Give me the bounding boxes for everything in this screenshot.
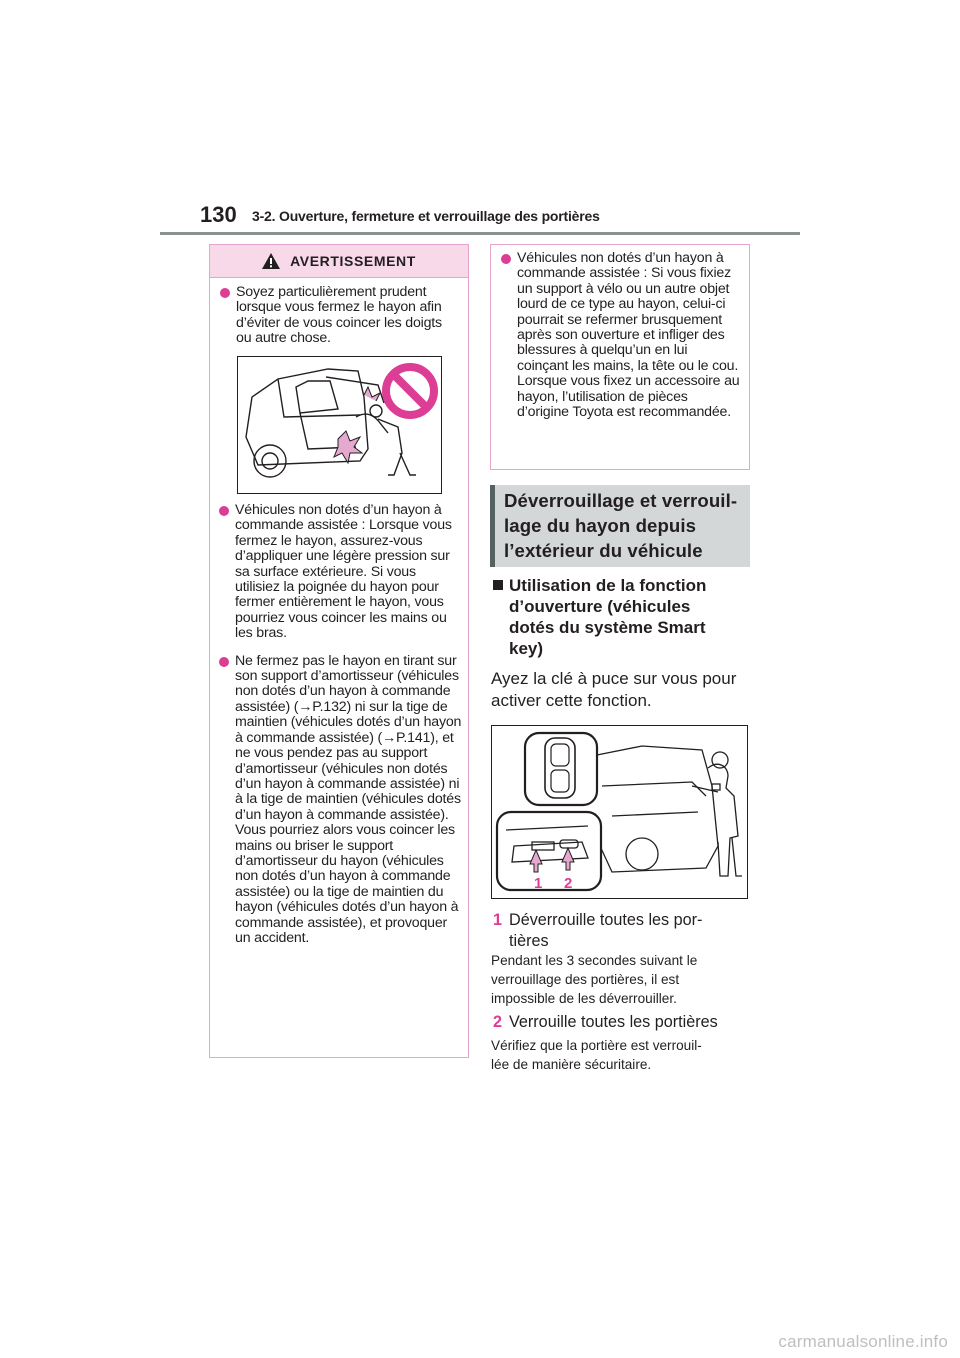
warning-title: AVERTISSEMENT [290, 253, 416, 269]
warning-text: Véhicules non dotés d’un hayon à commande assistée : Si vous fixiez un support à vélo ou un autre objet lourd de ce type au hayon, celui-ci pourrait se refermer brusquement après son ouverture et infliger des blessures à quelqu’un en lui coinçant les mains, la tête ou le cou. Lorsque vous fixez un accessoire au hayon, l’utilisation de pièces d’origine Toyota est recommandée. [517, 250, 740, 421]
header-rule [160, 232, 800, 235]
warning-bullet [501, 251, 741, 420]
heading-bar [490, 485, 495, 567]
step-2 [493, 1012, 748, 1033]
figure-tailgate-pinch [237, 356, 442, 494]
note-line: Pendant les 3 secondes suivant le [491, 953, 698, 968]
step-line: Déverrouille toutes les por- [509, 911, 703, 929]
note-line: impossible de les déverrouiller. [491, 991, 677, 1006]
heading-line: l’extérieur du véhicule [504, 540, 703, 561]
subheading-line: Utilisation de la fonction [509, 576, 707, 595]
warning-text: Véhicules non dotés d’un hayon à commande assistée : Lorsque vous fermez le hayon, assurez-vous d’appliquer une légère pression sur sa surface extérieure. Si vous utilisiez la poignée du hayon pour fermer entièrement le hayon, vous pourriez vous coincer les mains ou les bras. [235, 502, 452, 642]
step-2-note [491, 1036, 751, 1074]
warning-triangle-icon [262, 253, 280, 269]
warning-header [210, 245, 468, 278]
note-line: Vérifiez que la portière est verrouil- [491, 1038, 702, 1053]
heading-line: Déverrouillage et verrouil- [504, 490, 738, 511]
step-number: 2 [493, 1013, 503, 1031]
square-bullet-icon [493, 580, 503, 590]
bullet-dot [220, 288, 230, 298]
warning-left-continued [219, 503, 464, 958]
smart-key-illustration [492, 726, 747, 898]
watermark: carmanualsonline.info [778, 1332, 948, 1351]
bullet-dot [219, 657, 229, 667]
warning-box-right [490, 244, 750, 470]
intro-text [491, 668, 751, 712]
figure-label-2: 2 [564, 875, 573, 892]
step-1-note [491, 951, 751, 1008]
step-line: tières [509, 932, 549, 950]
prohibition-icon [386, 367, 434, 415]
subheading-line: d’ouverture (véhicules [509, 597, 691, 616]
step-line: Verrouille toutes les portières [509, 1013, 718, 1031]
heading-line: lage du hayon depuis [504, 515, 697, 536]
intro-line: Ayez la clé à puce sur vous pour [491, 669, 737, 688]
subheading-line: dotés du système Smart [509, 618, 706, 637]
warning-text: Ne fermez pas le hayon en tirant sur son support d’amortisseur (véhicules non dotés d’un hayon à commande assistée) (→P.132) ni sur la tige de maintien (véhicules dotés d’un hayon à commande assistée) (→P.141), et ne vous pendez pas au support d’amortisseur (véhicules non dotés d’un hayon à commande assistée) ni à la tige de maintien (véhicules dotés d’un hayon à commande assistée). Vous pourriez alors vous coincer les mains ou briser le support d’amortisseur du hayon (véhicules non dotés d’un hayon à commande assistée) ou la tige de maintien du hayon (véhicules dotés d’un hayon à commande assistée), et provoquer un accident. [235, 652, 462, 946]
page-header [200, 202, 800, 232]
note-line: verrouillage des portières, il est [491, 972, 680, 987]
bullet-dot [501, 254, 511, 264]
tailgate-pinch-illustration [238, 357, 441, 493]
figure-label-1: 1 [534, 875, 543, 892]
note-line: lée de manière sécuritaire. [491, 1057, 652, 1072]
bullet-dot [219, 506, 229, 516]
step-1 [493, 910, 748, 952]
section-title: 3-2. Ouverture, fermeture et verrouillage des portières [252, 208, 600, 224]
warning-bullet [220, 285, 460, 347]
section-heading [490, 485, 750, 567]
page-number: 130 [200, 202, 237, 227]
warning-bullet [219, 503, 464, 642]
warning-text: Soyez particulièrement prudent lorsque vous fermez le hayon afin d’éviter de vous coincer les doigts ou autre chose. [236, 284, 442, 347]
subheading [493, 575, 743, 659]
intro-line: activer cette fonction. [491, 691, 652, 710]
step-number: 1 [493, 911, 503, 929]
subheading-line: key) [509, 639, 544, 658]
warning-bullet [219, 654, 464, 947]
figure-smart-key [491, 725, 748, 899]
